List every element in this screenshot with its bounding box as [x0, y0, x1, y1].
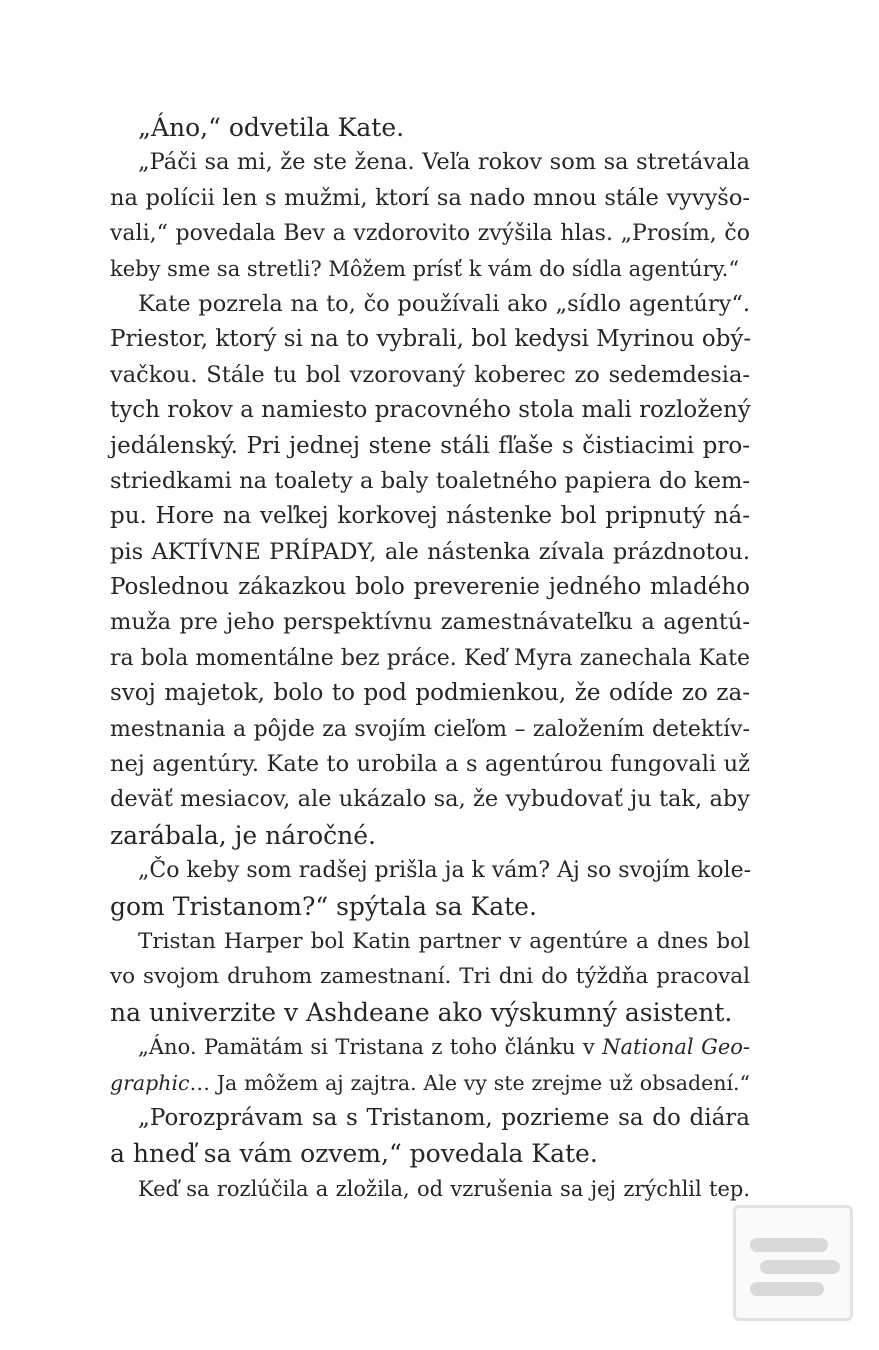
text-line: mestnania a pôjde za svojím cieľom – založením detektív-: [110, 716, 750, 742]
text-line: pu. Hore na veľkej korkovej nástenke bol pripnutý ná-: [110, 503, 750, 530]
text-line: jedálenský. Pri jednej stene stáli fľaše s čistiacimi pro-: [110, 432, 750, 459]
text-line: gom Tristanom?“ spýtala sa Kate.: [110, 891, 537, 921]
text-line: vačkou. Stále tu bol vzorovaný koberec zo sedemdesia-: [110, 361, 750, 388]
watermark-bar: [750, 1282, 824, 1296]
watermark-bar: [760, 1260, 840, 1274]
watermark-logo: [733, 1205, 853, 1321]
text-line: graphic… Ja môžem aj zajtra. Ale vy ste zrejme už obsadení.“: [110, 1070, 750, 1095]
text-line: striedkami na toalety a baly toaletného papiera do kem-: [110, 467, 750, 494]
text-line: Keď sa rozlúčila a zložila, od vzrušenia sa jej zrýchlil tep.: [138, 1176, 750, 1201]
text-line: „Čo keby som radšej prišla ja k vám? Aj so svojím kole-: [138, 858, 752, 884]
text-line: ra bola momentálne bez práce. Keď Myra zanechala Kate: [110, 645, 750, 671]
text-line: vali,“ povedala Bev a vzdorovito zvýšila hlas. „Prosím, čo: [110, 221, 750, 247]
watermark-bar: [750, 1238, 828, 1252]
book-page-text: [110, 110, 750, 1207]
text-line: a hneď sa vám ozvem,“ povedala Kate.: [110, 1139, 598, 1169]
text-line: „Porozprávam sa s Tristanom, pozrieme sa do diára: [138, 1104, 750, 1131]
text-line: zarábala, je náročné.: [110, 820, 376, 850]
text-line: Priestor, ktorý si na to vybrali, bol kedysi Myrinou obý-: [110, 326, 752, 353]
text-line: pis AKTÍVNE PRÍPADY, ale nástenka zívala prázdnotou.: [110, 538, 750, 565]
text-line: svoj majetok, bolo to pod podmienkou, že odíde zo za-: [110, 680, 750, 707]
text-line: Kate pozrela na to, čo používali ako „sídlo agentúry“.: [138, 290, 750, 317]
text-line: Poslednou zákazkou bolo preverenie jedného mladého: [110, 574, 750, 601]
text-line: na univerzite v Ashdeane ako výskumný asistent.: [110, 997, 733, 1027]
text-line: nej agentúry. Kate to urobila a s agentúrou fungovali už: [110, 751, 750, 778]
text-line: vo svojom druhom zamestnaní. Tri dni do týždňa pracoval: [110, 964, 750, 990]
text-line: muža pre jeho perspektívnu zamestnávateľku a agentú-: [110, 609, 750, 636]
text-line: deväť mesiacov, ale ukázalo sa, že vybudovať ju tak, aby: [110, 786, 750, 813]
text-line: Tristan Harper bol Katin partner v agentúre a dnes bol: [138, 928, 750, 954]
text-line: „Áno,“ odvetila Kate.: [138, 113, 405, 142]
text-line: „Páči sa mi, že ste žena. Veľa rokov som sa stretávala: [138, 149, 750, 176]
text-line: tych rokov a namiesto pracovného stola mali rozložený: [110, 397, 751, 424]
text-line: na polícii len s mužmi, ktorí sa nado mnou stále vyvyšo-: [110, 184, 750, 211]
text-line: keby sme sa stretli? Môžem prísť k vám do sídla agentúry.“: [110, 256, 740, 281]
text-line: „Áno. Pamätám si Tristana z toho článku v National Geo-: [138, 1035, 751, 1060]
